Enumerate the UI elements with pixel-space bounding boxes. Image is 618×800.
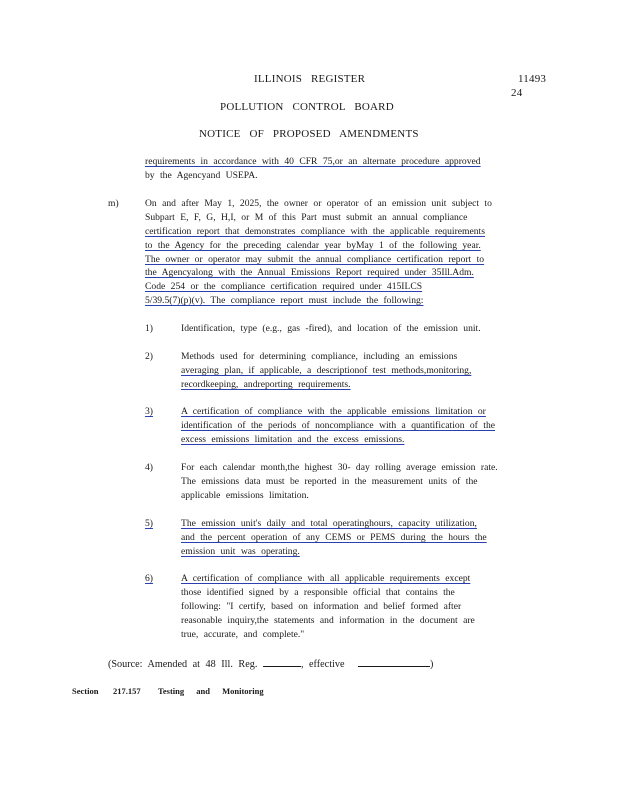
subitem-2-line-2: averaging plan, if applicable, a descriptionof test methods,monitoring, [181, 365, 472, 376]
subitem-6-line-2: those identified signed by a responsible official that contains the [181, 587, 455, 598]
subitem-3-line-1: A certification of compliance with the applicable emissions limitation or [181, 406, 486, 417]
section-number: 217.157 [113, 686, 141, 696]
source-effective: , effective [300, 659, 345, 670]
item-m-line-8: 5/39.5(7)(p)(v). The compliance report must include the following: [145, 295, 424, 306]
subitem-5-line-2: and the percent operation of any CEMS or PEMS during the hours the [181, 532, 487, 543]
item-m-line-1: On and after May 1, 2025, the owner or operator of an emission unit subject to [145, 198, 492, 209]
intro-line-1: requirements in accordance with 40 CFR 75,or an alternate procedure approved [145, 156, 481, 167]
subitem-4-line-1: For each calendar month,the highest 30- day rolling average emission rate. [181, 462, 498, 473]
subitem-2-line-3: recordkeeping, andreporting requirements. [181, 379, 351, 390]
subitem-6-line-3: following: "I certify, based on information and belief formed after [181, 601, 462, 612]
subitem-5-line-3: emission unit was operating. [181, 546, 300, 557]
subitem-4-line-3: applicable emissions limitation. [181, 490, 309, 501]
item-m-marker: m) [108, 198, 119, 209]
item-m-line-4: to the Agency for the preceding calendar year byMay 1 of the following year. [145, 240, 481, 251]
notice-title: NOTICE OF PROPOSED AMENDMENTS [199, 128, 419, 140]
subitem-2-marker: 2) [145, 351, 153, 362]
subitem-6-line-5: true, accurate, and complete." [181, 629, 305, 640]
board-title: POLLUTION CONTROL BOARD [220, 101, 394, 113]
item-m-line-7: Code 254 or the compliance certification required under 415ILCS [145, 281, 423, 292]
item-m-line-6: the Agencyalong with the Annual Emissions Report required under 35Ill.Adm. [145, 267, 474, 278]
item-m-line-3: certification report that demonstrates compliance with the applicable requirements [145, 226, 485, 237]
section-label: Section [72, 686, 99, 696]
intro-line-2: by the Agencyand USEPA. [145, 170, 258, 181]
subitem-4-marker: 4) [145, 462, 153, 473]
item-m-line-5: The owner or operator may submit the annual compliance certification report to [145, 254, 485, 265]
subitem-3-marker: 3) [145, 406, 153, 417]
subitem-6-line-1: A certification of compliance with all applicable requirements except [181, 573, 471, 584]
subitem-5-line-1: The emission unit's daily and total operatinghours, capacity utilization, [181, 518, 477, 529]
source-close: ) [430, 659, 434, 670]
reg-blank [263, 656, 301, 667]
page-suffix: 24 [511, 87, 523, 99]
subitem-4-line-2: The emissions data must be reported in the measurement units of the [181, 476, 478, 487]
subitem-1-line-1: Identification, type (e.g., gas -fired), and location of the emission unit. [181, 323, 481, 334]
subitem-6-line-4: reasonable inquiry,the statements and information in the document are [181, 615, 475, 626]
subitem-1-marker: 1) [145, 323, 153, 334]
source-note [108, 656, 433, 672]
item-m-line-2: Subpart E, F, G, H,I, or M of this Part must submit an annual compliance [145, 212, 468, 223]
subitem-3-line-2: identification of the periods of noncompliance with a quantification of the [181, 420, 495, 431]
effective-blank [358, 656, 430, 667]
subitem-2-line-1: Methods used for determining compliance, including an emissions [181, 351, 458, 362]
section-title: Testing and Monitoring [158, 686, 264, 696]
subitem-3-line-3: excess emissions limitation and the excess emissions. [181, 434, 405, 445]
subitem-5-marker: 5) [145, 518, 153, 529]
subitem-6-marker: 6) [145, 573, 153, 584]
page-number: 11493 [518, 73, 547, 85]
register-title: ILLINOIS REGISTER [254, 73, 366, 85]
source-prefix: (Source: Amended at 48 Ill. Reg. [108, 659, 258, 670]
